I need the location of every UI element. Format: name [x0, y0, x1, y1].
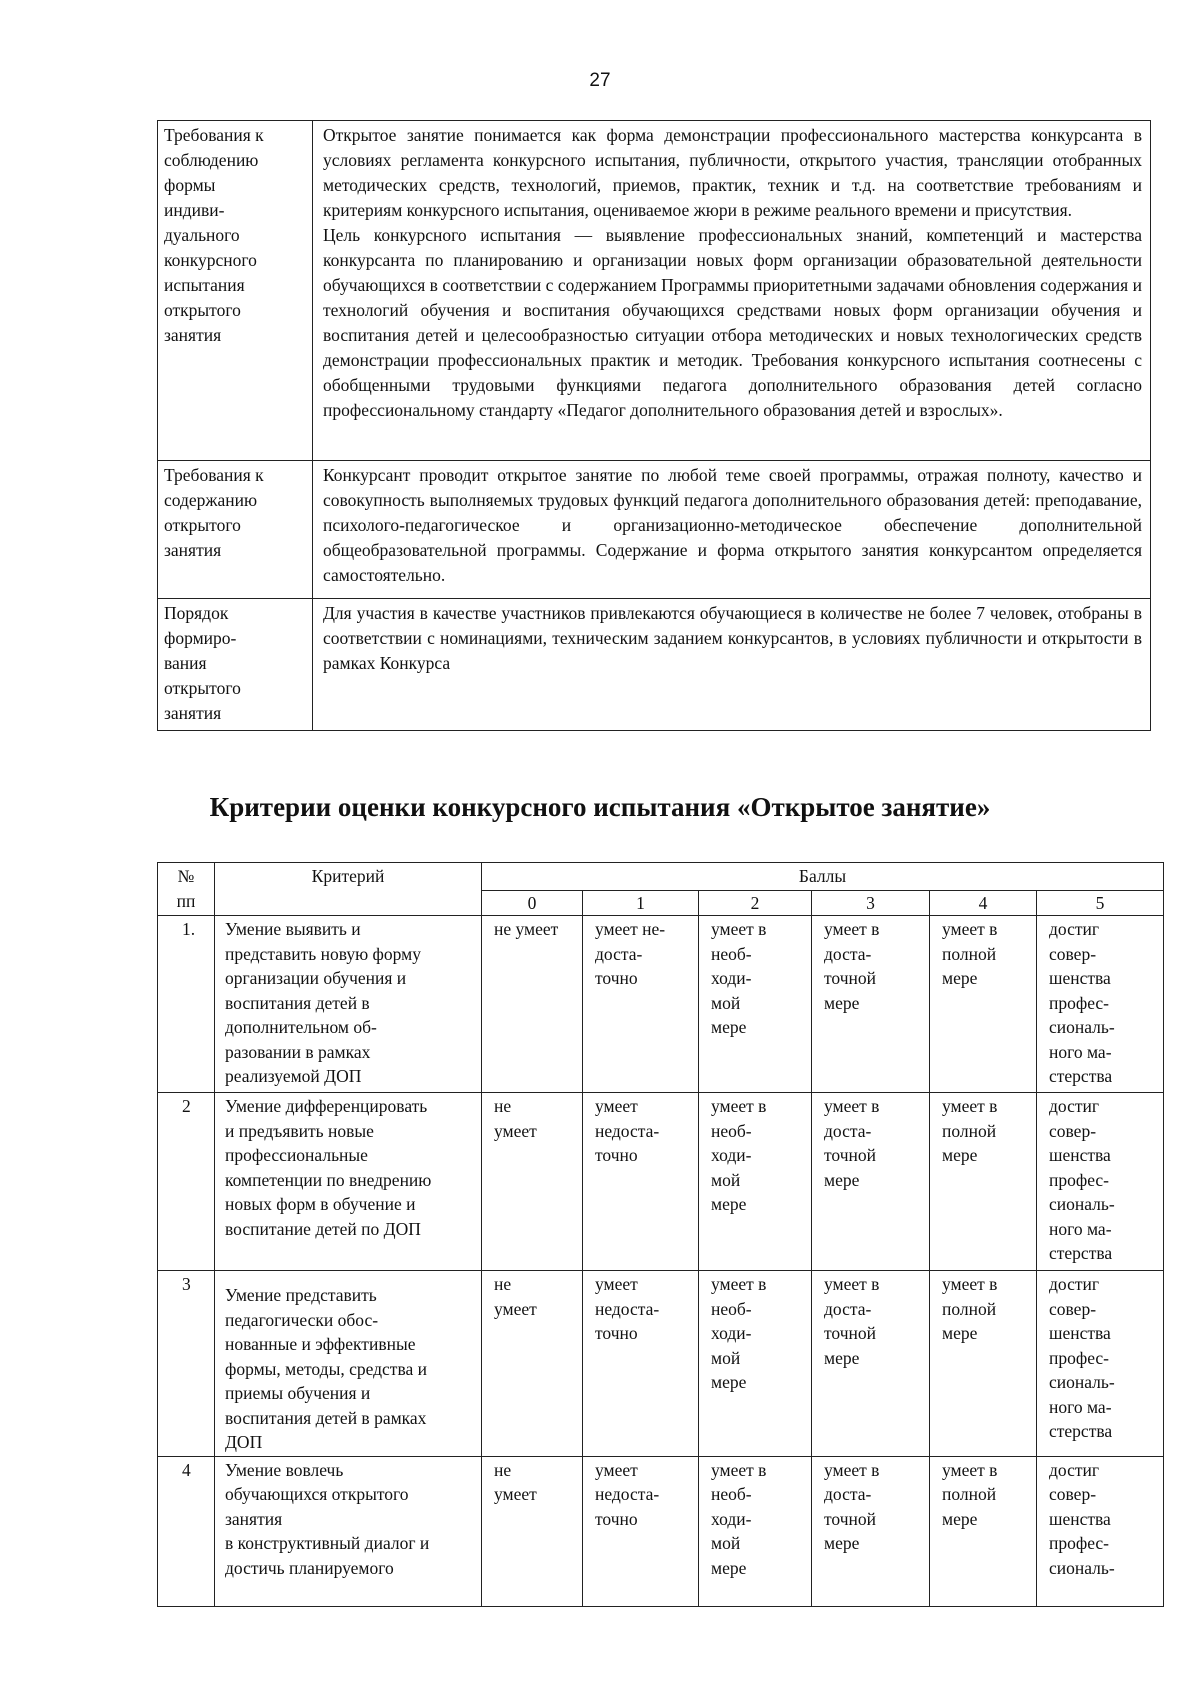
criterion-text: Умение выявить и представить новую форму организации обучения и воспитания детей в дополнительном об- разовании в рамках реализуемой ДОП: [215, 916, 482, 1093]
row-number: 3: [158, 1271, 215, 1457]
criterion-text: Умение дифференцировать и предъявить новые профессиональные компетенции по внедрению новых форм в обучение и воспитание детей по ДОП: [215, 1093, 482, 1271]
score-cell: умеет недоста- точно: [583, 1271, 699, 1457]
requirement-label: Порядок формиро- вания открытого занятия: [158, 599, 313, 731]
table-row: [158, 121, 1151, 461]
score-cell: умеет в доста- точной мере: [812, 1456, 930, 1606]
score-cell: умеет не- доста- точно: [583, 916, 699, 1093]
requirement-label: Требования к соблюдению формы индиви- дуального конкурсного испытания открытого занятия: [158, 121, 313, 461]
criterion-text: Умение представить педагогически обос- нованные и эффективные формы, методы, средства и приемы обучения и воспитания детей в рамках ДОП: [215, 1271, 482, 1457]
table-row: [158, 599, 1151, 731]
score-cell: умеет в необ- ходи- мой мере: [699, 1271, 812, 1457]
score-cell: умеет недоста- точно: [583, 1456, 699, 1606]
score-cell: умеет в полной мере: [930, 916, 1037, 1093]
requirement-paragraph: Для участия в качестве участников привлекаются обучающиеся в количестве не более 7 человек, отобраны в соответствии с номинациями, техническим заданием конкурсантов, в условиях публичности и открытости в рамках Конкурса: [323, 603, 1142, 673]
header-criterion: Критерий: [215, 863, 482, 916]
requirement-text: [313, 121, 1151, 461]
score-cell: не умеет: [482, 1271, 583, 1457]
score-cell: умеет в доста- точной мере: [812, 1271, 930, 1457]
row-number: 2: [158, 1093, 215, 1271]
score-level: 5: [1037, 890, 1164, 916]
score-cell: достиг совер- шенства профес- сиональ- ного ма- стерства: [1037, 916, 1164, 1093]
table-row: [158, 1093, 1164, 1271]
criteria-table: [157, 862, 1164, 1607]
table-row: [158, 916, 1164, 1093]
score-level: 4: [930, 890, 1037, 916]
header-number: № пп: [158, 863, 215, 916]
requirement-text: [313, 599, 1151, 731]
row-number: 1.: [158, 916, 215, 1093]
score-cell: умеет в полной мере: [930, 1271, 1037, 1457]
score-cell: не умеет: [482, 1456, 583, 1606]
table-row: [158, 1271, 1164, 1457]
score-cell: не умеет: [482, 916, 583, 1093]
score-cell: умеет в необ- ходи- мой мере: [699, 1456, 812, 1606]
table-row: [158, 461, 1151, 599]
criteria-heading: Критерии оценки конкурсного испытания «Открытое занятие»: [209, 792, 991, 822]
score-cell: умеет в доста- точной мере: [812, 1093, 930, 1271]
score-cell: умеет в необ- ходи- мой мере: [699, 1093, 812, 1271]
score-cell: умеет в полной мере: [930, 1093, 1037, 1271]
score-level: 1: [583, 890, 699, 916]
row-number: 4: [158, 1456, 215, 1606]
header-scores: Баллы: [482, 863, 1164, 891]
score-cell: не умеет: [482, 1093, 583, 1271]
requirement-paragraph: Конкурсант проводит открытое занятие по любой теме своей программы, отражая полноту, качество и совокупность выполняемых трудовых функций педагога дополнительного образования детей: преподавание, психолого-педагогическое и организационно-методическое обеспечение дополнительной общеобразовательной программы. Содержание и форма открытого занятия конкурсантом определяется самостоятельно.: [323, 465, 1142, 585]
requirement-text: [313, 461, 1151, 599]
requirement-paragraph: Цель конкурсного испытания — выявление профессиональных знаний, компетенций и мастерства конкурсанта по планированию и организации новых форм организации образовательной деятельности обучающихся в соответствии с содержанием Программы приоритетными задачами обновления содержания и технологий обучения и воспитания обучающихся средствами новых форм организации обучения и воспитания детей и целесообразностью ситуации отбора методических и новых технологических средств демонстрации профессиональных практик и методик. Требования конкурсного испытания соотнесены с обобщенными трудовыми функциями педагога дополнительного образования детей согласно профессиональному стандарту «Педагог дополнительного образования детей и взрослых».: [323, 225, 1142, 420]
header-row: [158, 863, 1164, 891]
score-cell: умеет в доста- точной мере: [812, 916, 930, 1093]
criterion-text: Умение вовлечь обучающихся открытого занятия в конструктивный диалог и достичь планируемого: [215, 1456, 482, 1606]
score-cell: достиг совер- шенства профес- сиональ-: [1037, 1456, 1164, 1606]
score-cell: достиг совер- шенства профес- сиональ- ного ма- стерства: [1037, 1093, 1164, 1271]
requirements-table: [157, 120, 1151, 731]
score-cell: умеет недоста- точно: [583, 1093, 699, 1271]
page-number: 27: [589, 70, 611, 91]
score-level: 2: [699, 890, 812, 916]
score-level: 3: [812, 890, 930, 916]
score-cell: умеет в полной мере: [930, 1456, 1037, 1606]
table-row: [158, 1456, 1164, 1606]
requirement-paragraph: Открытое занятие понимается как форма демонстрации профессионального мастерства конкурсанта в условиях регламента конкурсного испытания, публичности, открытого участия, трансляции отобранных методических средств, технологий, приемов, практик, техник и т.д. на соответствие требованиям и критериям конкурсного испытания, оцениваемое жюри в режиме реального времени и присутствия.: [323, 125, 1142, 220]
score-level: 0: [482, 890, 583, 916]
score-cell: умеет в необ- ходи- мой мере: [699, 916, 812, 1093]
requirement-label: Требования к содержанию открытого занятия: [158, 461, 313, 599]
score-cell: достиг совер- шенства профес- сиональ- ного ма- стерства: [1037, 1271, 1164, 1457]
